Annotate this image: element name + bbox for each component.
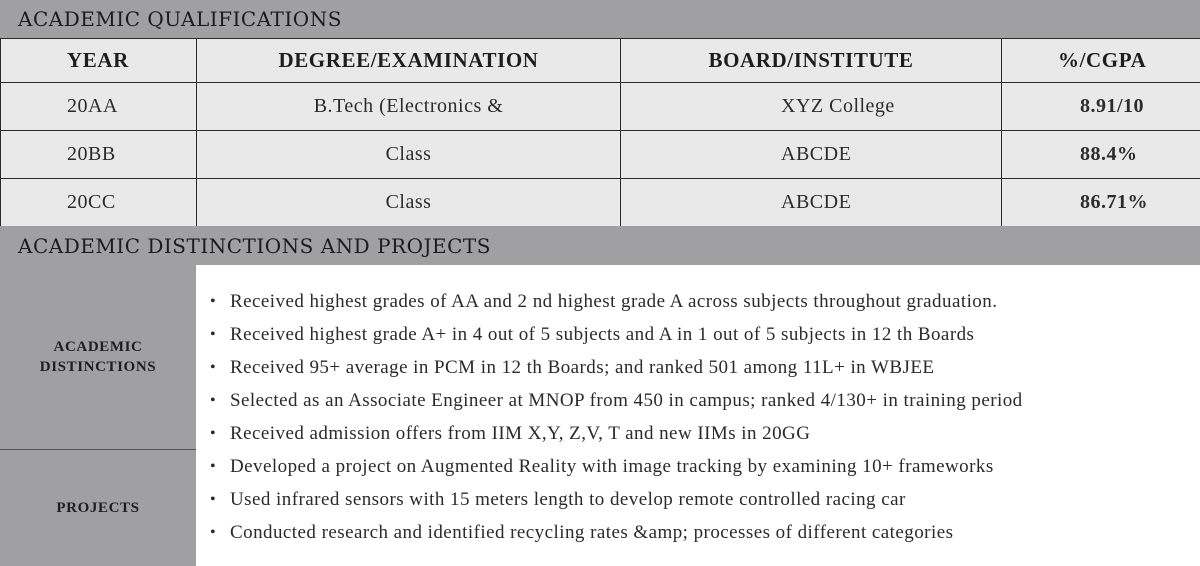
list-item [210,318,1023,351]
table-row [1,131,1200,179]
list-item [210,483,1023,516]
cell-score: 88.4% [1002,131,1200,179]
list-item [210,384,1023,417]
side-label-projects [0,450,196,566]
list-item-text: Received 95+ average in PCM in 12 th Boards; and ranked 501 among 11L+ in WBJEE [230,357,935,378]
cell-degree: B.Tech (Electronics & [197,83,621,131]
section-header-distinctions [0,226,1200,265]
cell-year: 20CC [1,179,197,227]
cell-board: ABCDE [621,179,1002,227]
list-item-text: Received highest grades of AA and 2 nd highest grade A across subjects throughout graduation. [230,291,998,312]
list-item-text: Used infrared sensors with 15 meters length to develop remote controlled racing car [230,489,906,510]
table-header-row [1,39,1200,83]
distinctions-list [210,285,1023,549]
bullet-icon: • [210,293,217,310]
cell-board: XYZ College [621,83,1002,131]
list-item-text: Conducted research and identified recycling rates &amp; processes of different categories [230,522,954,543]
cell-score: 86.71% [1002,179,1200,227]
list-item-text: Selected as an Associate Engineer at MNOP from 450 in campus; ranked 4/130+ in training period [230,390,1023,411]
list-item-text: Received highest grade A+ in 4 out of 5 subjects and A in 1 out of 5 subjects in 12 th Boards [230,324,975,345]
list-item [210,516,1023,549]
side-label-line: ACADEMIC [53,339,143,355]
column-header-degree: DEGREE/EXAMINATION [197,39,621,83]
bullet-icon: • [210,326,217,343]
list-item-text: Developed a project on Augmented Reality with image tracking by examining 10+ frameworks [230,456,994,477]
column-header-year: YEAR [1,39,197,83]
cell-board: ABCDE [621,131,1002,179]
bullet-icon: • [210,359,217,376]
side-label-distinctions [0,265,196,450]
bullet-icon: • [210,425,217,442]
qualifications-table [0,38,1200,227]
cell-year: 20AA [1,83,197,131]
cell-score: 8.91/10 [1002,83,1200,131]
side-label-line: PROJECTS [56,500,140,516]
table-row [1,83,1200,131]
list-item [210,450,1023,483]
cell-degree: Class [197,131,621,179]
column-header-board: BOARD/INSTITUTE [621,39,1002,83]
bullet-icon: • [210,458,217,475]
table-row [1,179,1200,227]
bullet-icon: • [210,524,217,541]
column-header-cgpa: %/CGPA [1002,39,1200,83]
list-item [210,351,1023,384]
bullet-icon: • [210,392,217,409]
section-header-qualifications [0,0,1200,38]
cell-year: 20BB [1,131,197,179]
list-item [210,285,1023,318]
list-item [210,417,1023,450]
section-title: ACADEMIC QUALIFICATIONS [18,7,342,31]
cell-degree: Class [197,179,621,227]
side-label-line: DISTINCTIONS [39,359,157,375]
section-title: ACADEMIC DISTINCTIONS AND PROJECTS [18,233,491,258]
bullet-icon: • [210,491,217,508]
list-item-text: Received admission offers from IIM X,Y, Z,V, T and new IIMs in 20GG [230,423,811,444]
